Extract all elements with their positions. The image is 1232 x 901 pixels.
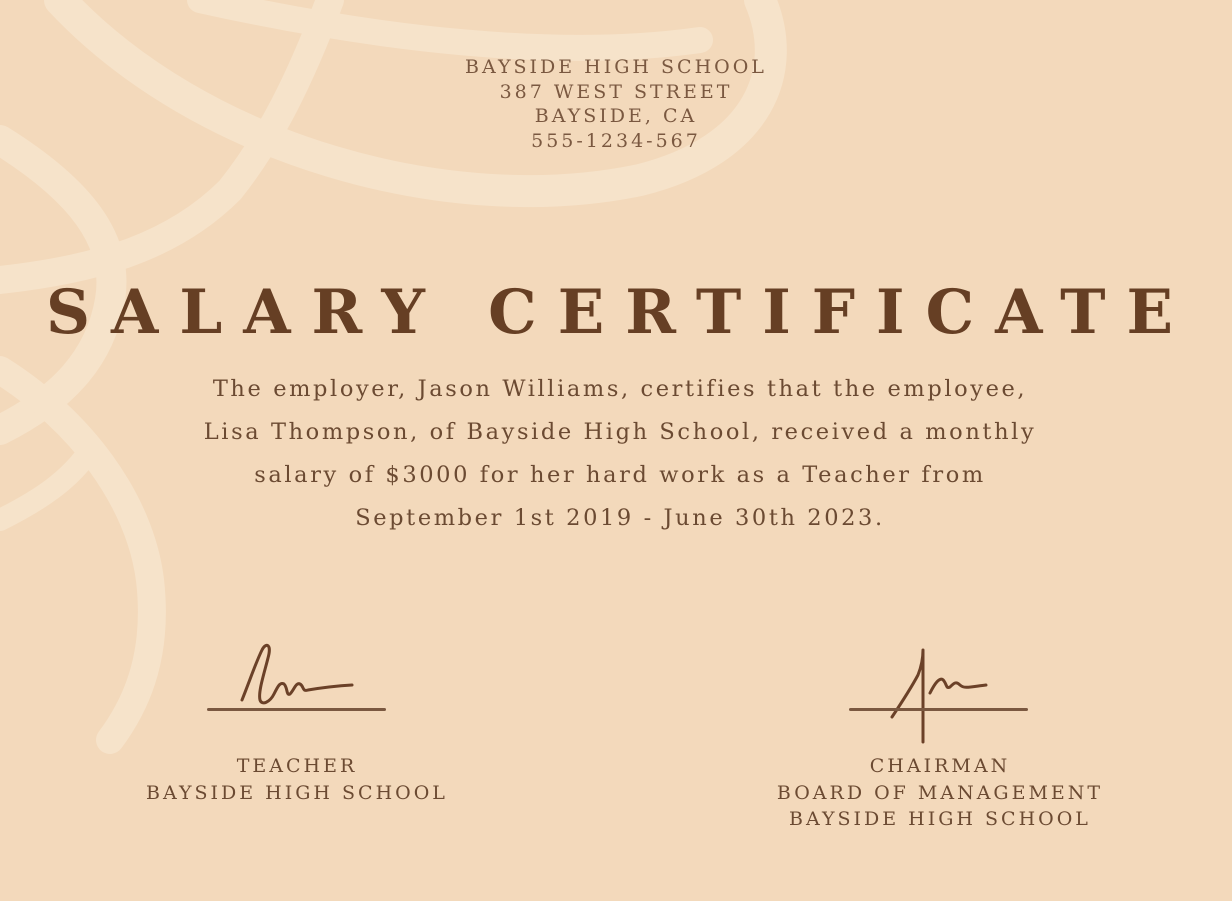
school-phone: 555-1234-567 <box>531 129 701 152</box>
chairman-role: CHAIRMAN <box>869 755 1011 777</box>
chairman-department: BOARD OF MANAGEMENT <box>776 781 1104 804</box>
chairman-organization: BAYSIDE HIGH SCHOOL <box>789 808 1091 830</box>
school-name: BAYSIDE HIGH SCHOOL <box>465 56 767 78</box>
chairman-signature-line <box>849 708 1028 711</box>
teacher-signature-line <box>207 708 386 711</box>
teacher-role: TEACHER <box>236 755 358 777</box>
body-line-3: salary of $3000 for her hard work as a Teacher from <box>254 462 986 488</box>
body-line-2: Lisa Thompson, of Bayside High School, received a monthly <box>203 419 1037 445</box>
chairman-signature <box>880 645 1000 745</box>
body-line-1: The employer, Jason Williams, certifies that the employee, <box>212 376 1028 402</box>
teacher-signature-caption <box>97 753 497 806</box>
body-line-4: September 1st 2019 - June 30th 2023. <box>355 505 885 531</box>
school-city-address: BAYSIDE, CA <box>534 105 698 127</box>
certificate-body <box>150 368 1090 540</box>
teacher-signature <box>230 640 360 710</box>
chairman-signature-caption <box>740 753 1140 833</box>
school-header <box>0 55 1232 153</box>
certificate-title: SALARY CERTIFICATE <box>45 277 1195 348</box>
teacher-organization: BAYSIDE HIGH SCHOOL <box>146 781 448 804</box>
school-street-address: 387 WEST STREET <box>499 80 733 103</box>
